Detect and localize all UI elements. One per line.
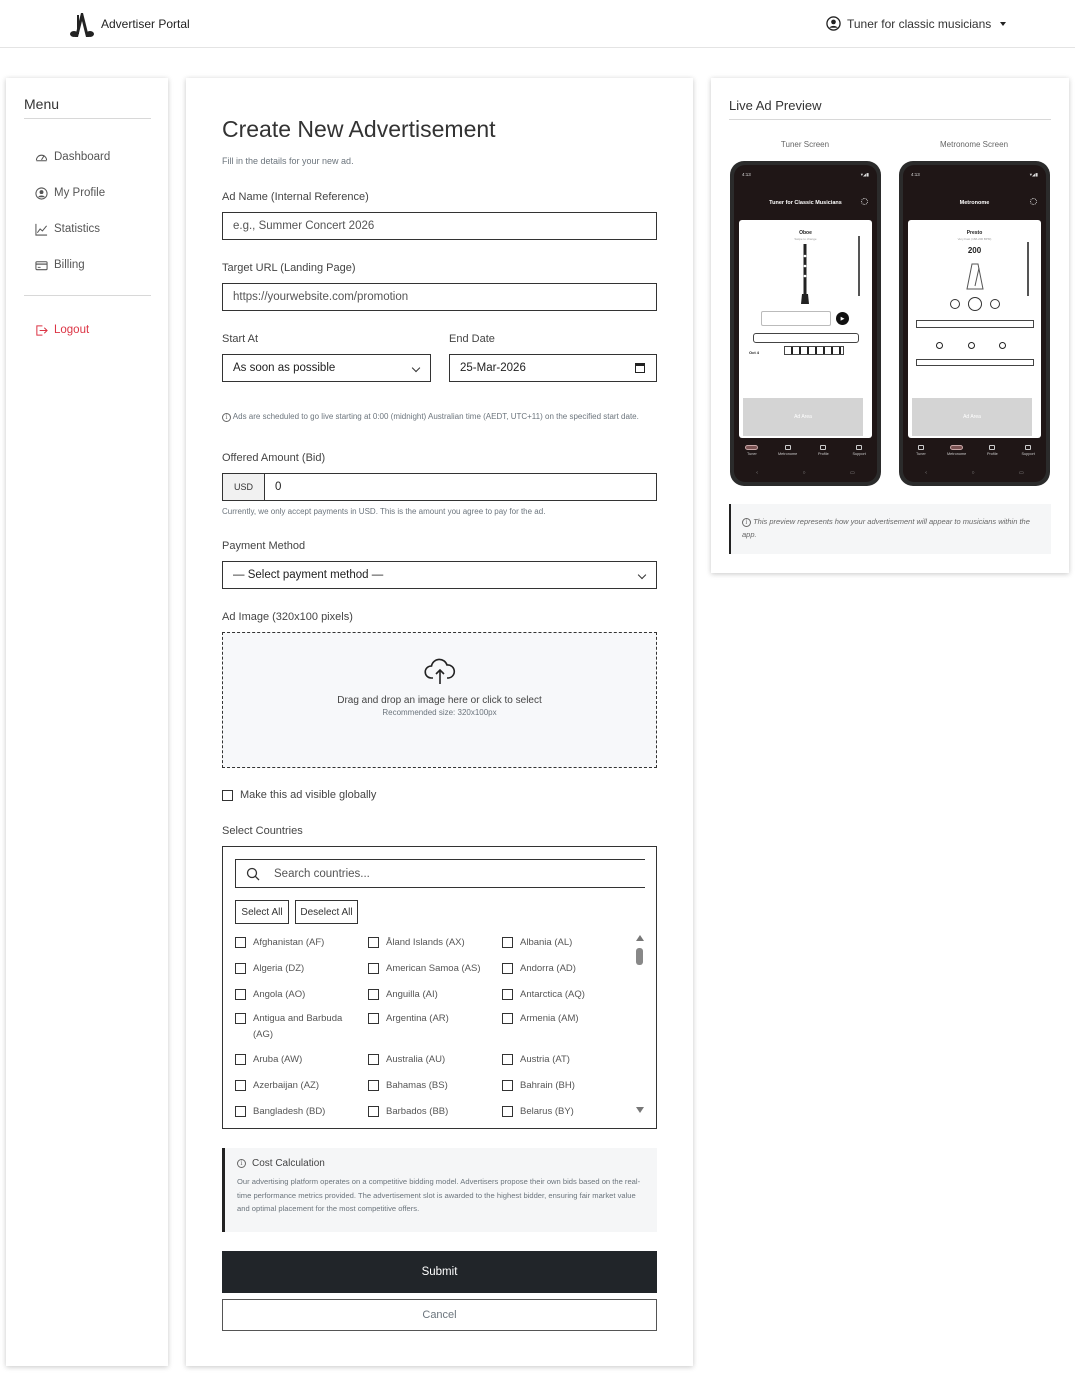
metronome-phone-mockup (899, 161, 1050, 486)
country-search-input[interactable] (235, 859, 645, 888)
end-date-label: End Date (449, 333, 495, 345)
deselect-all-button[interactable]: Deselect All (295, 900, 358, 924)
sidebar-item-label: Dashboard (54, 151, 111, 163)
home-icon: ○ (971, 470, 975, 476)
metronome-nav-icon (950, 445, 963, 450)
country-option[interactable] (368, 1104, 496, 1120)
country-checkbox[interactable] (368, 963, 379, 974)
page-title: Create New Advertisement (222, 116, 496, 142)
nav-profile (980, 445, 1004, 456)
status-time: 4:13 (911, 172, 920, 177)
country-option[interactable] (235, 987, 363, 1003)
country-checkbox[interactable] (235, 963, 246, 974)
back-icon: ‹ (925, 470, 927, 476)
country-option[interactable] (235, 961, 363, 977)
gear-icon (861, 198, 868, 205)
country-label: Antigua and Barbuda (AG) (253, 1013, 343, 1040)
country-checkbox[interactable] (368, 1013, 379, 1024)
preview-note-text: This preview represents how your advertisement will appear to musicians within the app. (742, 517, 1030, 539)
country-label: American Samoa (AS) (386, 963, 481, 974)
sidebar-item-dashboard[interactable] (24, 139, 151, 175)
brand-name: Advertiser Portal (101, 17, 190, 31)
reference-pitch-control (761, 311, 831, 326)
country-option[interactable] (368, 1011, 496, 1027)
oboe-icon (797, 244, 813, 306)
payment-method-select[interactable] (222, 561, 657, 589)
nav-metronome (945, 445, 969, 456)
schedule-note-text: Ads are scheduled to go live starting at 0:00 (midnight) Australian time (AEDT, UTC+11) on the specified start date. (232, 412, 639, 421)
beat-indicators (936, 342, 1006, 349)
dropzone-text: Drag and drop an image here or click to select (337, 695, 542, 706)
metronome-screen-caption: Metronome Screen (939, 140, 1009, 149)
country-label: Aruba (AW) (253, 1054, 303, 1065)
sidebar (6, 78, 168, 1366)
country-label: Antarctica (AQ) (520, 989, 585, 1000)
info-icon: i (742, 518, 751, 527)
live-ad-preview (711, 78, 1069, 573)
support-nav-icon (1025, 445, 1031, 450)
ad-name-placeholder: e.g., Summer Concert 2026 (233, 220, 375, 232)
metronome-screen (903, 165, 1046, 482)
info-icon: i (222, 413, 231, 422)
beat-dot-icon (936, 342, 943, 349)
country-option[interactable] (368, 1078, 496, 1094)
beat-dot-icon (999, 342, 1006, 349)
tuner-nav-icon (745, 445, 758, 450)
plus-icon (990, 299, 1000, 309)
bpm-value: 200 (967, 246, 982, 255)
play-icon (968, 297, 982, 311)
nav-profile-label: Profile (817, 451, 829, 456)
bid-value: 0 (275, 481, 282, 493)
country-checkbox[interactable] (368, 1054, 379, 1065)
nav-metronome (776, 445, 800, 456)
tuning-meter (858, 236, 860, 296)
bid-label: Offered Amount (Bid) (222, 452, 326, 464)
country-label: Albania (AL) (520, 937, 573, 948)
nav-profile-label: Profile (986, 451, 998, 456)
tuner-ad-area: Ad Area (743, 398, 863, 436)
user-name: Tuner for classic musicians (847, 16, 992, 31)
card-icon (35, 259, 48, 272)
sidebar-item-label: My Profile (54, 187, 106, 199)
target-url-label: Target URL (Landing Page) (222, 262, 356, 274)
schedule-note (222, 410, 657, 423)
country-option[interactable] (502, 987, 630, 1003)
country-option[interactable] (235, 1078, 363, 1094)
tuner-screen-caption: Tuner Screen (780, 140, 830, 149)
country-checkbox[interactable] (235, 937, 246, 948)
country-checkbox[interactable] (368, 989, 379, 1000)
country-label: Australia (AU) (386, 1054, 446, 1065)
brand-logo-icon (66, 9, 96, 39)
country-label: Armenia (AM) (520, 1013, 579, 1024)
bid-note: Currently, we only accept payments in USD. This is the amount you agree to pay for the ad. (222, 507, 546, 516)
status-icons: ▾◢▮ (1029, 172, 1038, 177)
country-label: Bahamas (BS) (386, 1080, 448, 1091)
country-label: Austria (AT) (520, 1054, 570, 1065)
country-checkbox[interactable] (368, 937, 379, 948)
countries-picker (222, 846, 657, 1129)
chevron-down-icon (412, 364, 420, 372)
nav-tuner (740, 445, 764, 456)
sidebar-item-billing[interactable] (24, 247, 151, 283)
nav-metronome-label: Metronome (778, 451, 798, 456)
start-at-label: Start At (222, 333, 259, 345)
tempo-sub: Very Fast (168-200 BPM) (957, 237, 992, 241)
country-label: Argentina (AR) (386, 1013, 449, 1024)
ad-name-label: Ad Name (Internal Reference) (222, 191, 369, 203)
nav-support (847, 445, 871, 456)
sidebar-item-my-profile[interactable] (24, 175, 151, 211)
sidebar-divider (24, 295, 151, 296)
country-option[interactable] (235, 1104, 363, 1120)
ad-name-input[interactable] (222, 212, 657, 240)
country-label: Barbados (BB) (386, 1106, 449, 1117)
select-all-button[interactable]: Select All (235, 900, 289, 924)
country-label: Bahrain (BH) (520, 1080, 575, 1091)
country-option[interactable] (368, 935, 496, 951)
sidebar-title: Menu (24, 96, 151, 119)
country-label: Andorra (AD) (520, 963, 576, 974)
country-label: Belarus (BY) (520, 1106, 574, 1117)
country-option[interactable] (502, 935, 630, 951)
support-nav-icon (856, 445, 862, 450)
country-label: Anguilla (AI) (386, 989, 438, 1000)
country-checkbox[interactable] (502, 1013, 513, 1024)
beat-dot-icon (968, 342, 975, 349)
country-label: Azerbaijan (AZ) (253, 1080, 319, 1091)
country-label: Algeria (DZ) (253, 963, 305, 974)
global-visibility-checkbox[interactable] (222, 790, 233, 801)
tempo-presets (916, 320, 1034, 328)
country-option[interactable] (368, 1052, 496, 1068)
scrollbar-thumb[interactable] (636, 948, 643, 965)
recents-icon: ▭ (1018, 470, 1024, 476)
nav-metronome-label: Metronome (947, 451, 967, 456)
country-checkbox[interactable] (368, 1106, 379, 1117)
cost-body: Our advertising platform operates on a competitive bidding model. Advertisers propose their own bids based on the real-time performance metrics provided. The advertisement slot is awarded to the highest bidder, ensuring fair market value and optimal placement for the most competitive offers. (237, 1177, 641, 1213)
country-label: Åland Islands (AX) (386, 937, 465, 948)
chart-icon (35, 223, 48, 236)
tempo-slider (1027, 242, 1029, 296)
country-option[interactable] (235, 1052, 363, 1068)
country-option[interactable] (502, 1078, 630, 1094)
page-subtitle: Fill in the details for your new ad. (222, 156, 354, 166)
tempo-name: Presto (966, 230, 983, 236)
top-navbar (0, 0, 1075, 48)
cost-title-text: Cost Calculation (252, 1158, 325, 1169)
preview-note (729, 504, 1051, 554)
country-checkbox[interactable] (502, 963, 513, 974)
nav-support-label: Support (852, 451, 866, 456)
nav-support (1016, 445, 1040, 456)
metronome-nav-icon (785, 445, 791, 450)
profile-nav-icon (989, 445, 995, 450)
end-date-value: 25-Mar-2026 (460, 362, 526, 374)
tuner-nav-icon (918, 445, 924, 450)
nav-tuner-label: Tuner (915, 451, 926, 456)
payment-label: Payment Method (222, 540, 306, 552)
country-label: Angola (AO) (253, 989, 306, 1000)
global-visibility-label: Make this ad visible globally (240, 789, 377, 801)
country-option[interactable] (235, 1011, 363, 1043)
target-url-placeholder: https://yourwebsite.com/promotion (233, 291, 409, 303)
calendar-icon[interactable] (635, 363, 645, 373)
country-option[interactable] (502, 1104, 630, 1120)
dashboard-icon (35, 151, 48, 164)
cancel-button[interactable]: Cancel (222, 1299, 657, 1331)
recents-icon: ▭ (849, 470, 855, 476)
currency-addon: USD (223, 474, 265, 500)
tuner-phone-mockup (730, 161, 881, 486)
sidebar-item-label: Billing (54, 259, 85, 271)
instrument-sub: Swipe to change (794, 237, 817, 241)
tuner-app-title (734, 190, 877, 216)
scroll-up-arrow-icon[interactable] (636, 935, 644, 941)
profile-nav-icon (820, 445, 826, 450)
search-icon (246, 867, 260, 881)
country-label: Bangladesh (BD) (253, 1106, 326, 1117)
country-label: Afghanistan (AF) (253, 937, 325, 948)
time-signatures (916, 359, 1034, 366)
image-dropzone[interactable] (222, 632, 657, 768)
sidebar-item-label: Statistics (54, 223, 101, 235)
bid-input[interactable] (222, 473, 657, 501)
metronome-ad-area: Ad Area (912, 398, 1032, 436)
back-icon: ‹ (756, 470, 758, 476)
piano-keys (784, 346, 844, 355)
country-checkbox[interactable] (235, 1054, 246, 1065)
brand[interactable] (66, 9, 190, 39)
payment-value: — Select payment method — (233, 569, 384, 581)
tuner-app-title-text: Tuner for Classic Musicians (769, 200, 842, 206)
logout-label: Logout (54, 324, 90, 336)
cost-title (237, 1158, 645, 1169)
nav-tuner-label: Tuner (746, 451, 757, 456)
country-option[interactable] (368, 961, 496, 977)
nav-profile (811, 445, 835, 456)
octave-label: Oct 4 (749, 350, 760, 355)
metronome-app-title (903, 190, 1046, 216)
country-checkbox[interactable] (235, 1080, 246, 1091)
user-circle-icon (826, 16, 841, 31)
logout-link[interactable] (24, 312, 151, 348)
country-option[interactable] (502, 1011, 630, 1027)
status-icons: ▾◢▮ (860, 172, 869, 177)
submit-button[interactable]: Submit (222, 1251, 657, 1293)
metronome-icon (966, 262, 984, 290)
gear-icon (1030, 198, 1037, 205)
global-visibility-option[interactable] (222, 789, 376, 801)
play-icon: ▶ (836, 312, 849, 325)
create-ad-form (186, 78, 693, 1366)
country-checkbox[interactable] (235, 989, 246, 1000)
country-checkbox[interactable] (235, 1013, 246, 1024)
scroll-down-arrow-icon[interactable] (636, 1107, 644, 1113)
end-date-input[interactable] (449, 354, 657, 382)
chevron-down-icon (638, 571, 646, 579)
country-checkbox[interactable] (502, 989, 513, 1000)
ad-image-label: Ad Image (320x100 pixels) (222, 611, 353, 623)
cloud-upload-icon (424, 657, 456, 685)
minus-icon (950, 299, 960, 309)
countries-label: Select Countries (222, 825, 303, 837)
note-selector (753, 333, 859, 343)
country-checkbox[interactable] (502, 1106, 513, 1117)
country-option[interactable] (235, 935, 363, 951)
tempo-controls (950, 297, 1000, 311)
system-nav (903, 470, 1046, 476)
country-option[interactable] (368, 987, 496, 1003)
metronome-app-title-text: Metronome (959, 200, 990, 206)
sidebar-item-statistics[interactable] (24, 211, 151, 247)
user-menu-dropdown[interactable] (826, 16, 1006, 31)
system-nav (734, 470, 877, 476)
start-at-select[interactable] (222, 354, 431, 382)
country-checkbox[interactable] (502, 937, 513, 948)
profile-icon (35, 187, 48, 200)
tuner-screen (734, 165, 877, 482)
country-option[interactable] (502, 1052, 630, 1068)
home-icon: ○ (802, 470, 806, 476)
info-icon: i (237, 1159, 246, 1168)
country-checkbox[interactable] (502, 1054, 513, 1065)
country-checkbox[interactable] (235, 1106, 246, 1117)
country-checkbox[interactable] (368, 1080, 379, 1091)
logout-icon (35, 324, 48, 337)
country-option[interactable] (502, 961, 630, 977)
nav-support-label: Support (1021, 451, 1035, 456)
country-search-placeholder: Search countries... (274, 867, 370, 880)
dropzone-hint: Recommended size: 320x100px (382, 708, 497, 717)
cost-calculation-info (222, 1148, 657, 1232)
instrument-name: Oboe (799, 230, 812, 236)
preview-title: Live Ad Preview (729, 98, 1051, 120)
target-url-input[interactable] (222, 283, 657, 311)
status-time: 4:13 (742, 172, 751, 177)
start-at-value: As soon as possible (233, 362, 336, 374)
nav-tuner (909, 445, 933, 456)
tuner-bottom-nav (734, 440, 877, 460)
caret-down-icon (1000, 22, 1006, 26)
metronome-bottom-nav (903, 440, 1046, 460)
country-checkbox[interactable] (502, 1080, 513, 1091)
